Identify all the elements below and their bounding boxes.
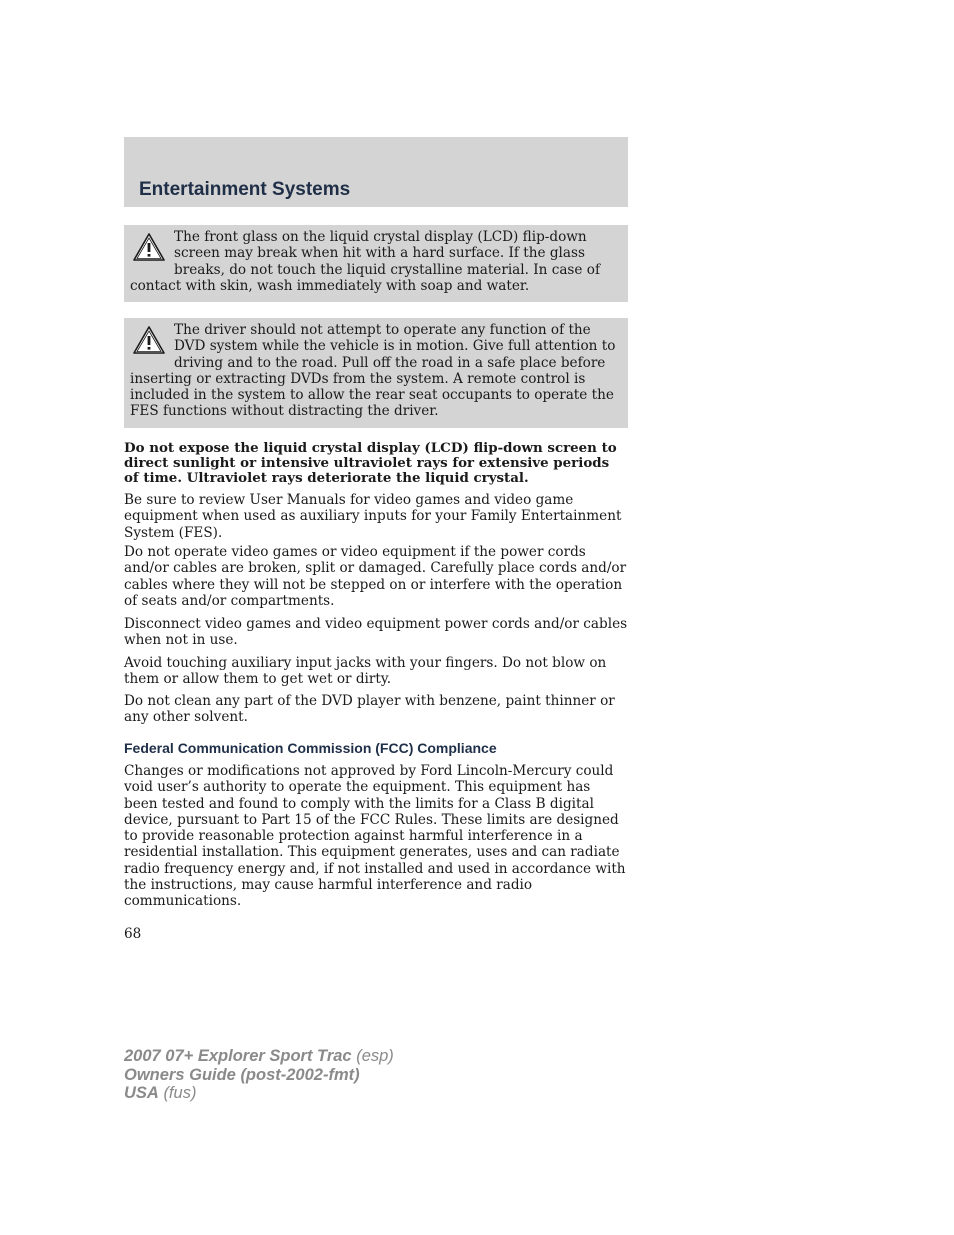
paragraph-power-cords: Do not operate video games or video equipment if the power cords and/or cables are broken, split or damaged. Carefully place cords and/or cables where they will not be stepped on or interfere with the operation of seats and/or compartments. (124, 544, 627, 609)
footer-line-3: USA (fus) (124, 1084, 197, 1102)
paragraph-disconnect: Disconnect video games and video equipment power cords and/or cables when not in use. (124, 616, 628, 649)
warning-triangle-icon (132, 232, 166, 262)
page-number: 68 (124, 926, 142, 942)
warning-text: The front glass on the liquid crystal display (LCD) flip-down screen may break when hit with a hard surface. If the glass breaks, do not touch the liquid crystalline material. In case of contact with skin, wash immediately with soap and water. (130, 229, 600, 294)
warning-triangle-icon (132, 325, 166, 355)
fcc-paragraph: Changes or modifications not approved by Ford Lincoln-Mercury could void user’s authority to operate the equipment. This equipment has been tested and found to comply with the limits for a Class B digital device, pursuant to Part 15 of the FCC Rules. These limits are designed to provide reasonable protection against harmful interference in a residential installation. This equipment generates, uses and can radiate radio frequency energy and, if not installed and used in accordance with the instructions, may cause harmful interference and radio communications. (124, 763, 626, 910)
section-title: Entertainment Systems (139, 179, 351, 200)
fcc-heading: Federal Communication Commission (FCC) Compliance (124, 740, 497, 756)
lcd-sunlight-notice: Do not expose the liquid crystal display (LCD) flip-down screen to direct sunlight or intensive ultraviolet rays for extensive periods of time. Ultraviolet rays deteriorate the liquid crystal. (124, 440, 617, 486)
footer-line-1: 2007 07+ Explorer Sport Trac (esp) (124, 1047, 394, 1065)
section-header (124, 137, 628, 207)
paragraph-user-manuals: Be sure to review User Manuals for video games and video game equipment when used as auxiliary inputs for your Family Entertainment System (FES). (124, 492, 622, 541)
warning-box-driver (124, 318, 628, 428)
footer-line-2: Owners Guide (post-2002-fmt) (124, 1065, 360, 1084)
warning-text: The driver should not attempt to operate any function of the DVD system while the vehicle is in motion. Give full attention to driving and to the road. Pull off the road in a safe place before inserting or extracting DVDs from the system. A remote control is included in the system to allow the rear seat occupants to operate the FES functions without distracting the driver. (130, 322, 616, 420)
warning-box-lcd-glass (124, 225, 628, 302)
document-footer (124, 1047, 394, 1103)
paragraph-cleaning: Do not clean any part of the DVD player with benzene, paint thinner or any other solvent. (124, 693, 615, 726)
paragraph-input-jacks: Avoid touching auxiliary input jacks with your fingers. Do not blow on them or allow them to get wet or dirty. (124, 655, 607, 688)
